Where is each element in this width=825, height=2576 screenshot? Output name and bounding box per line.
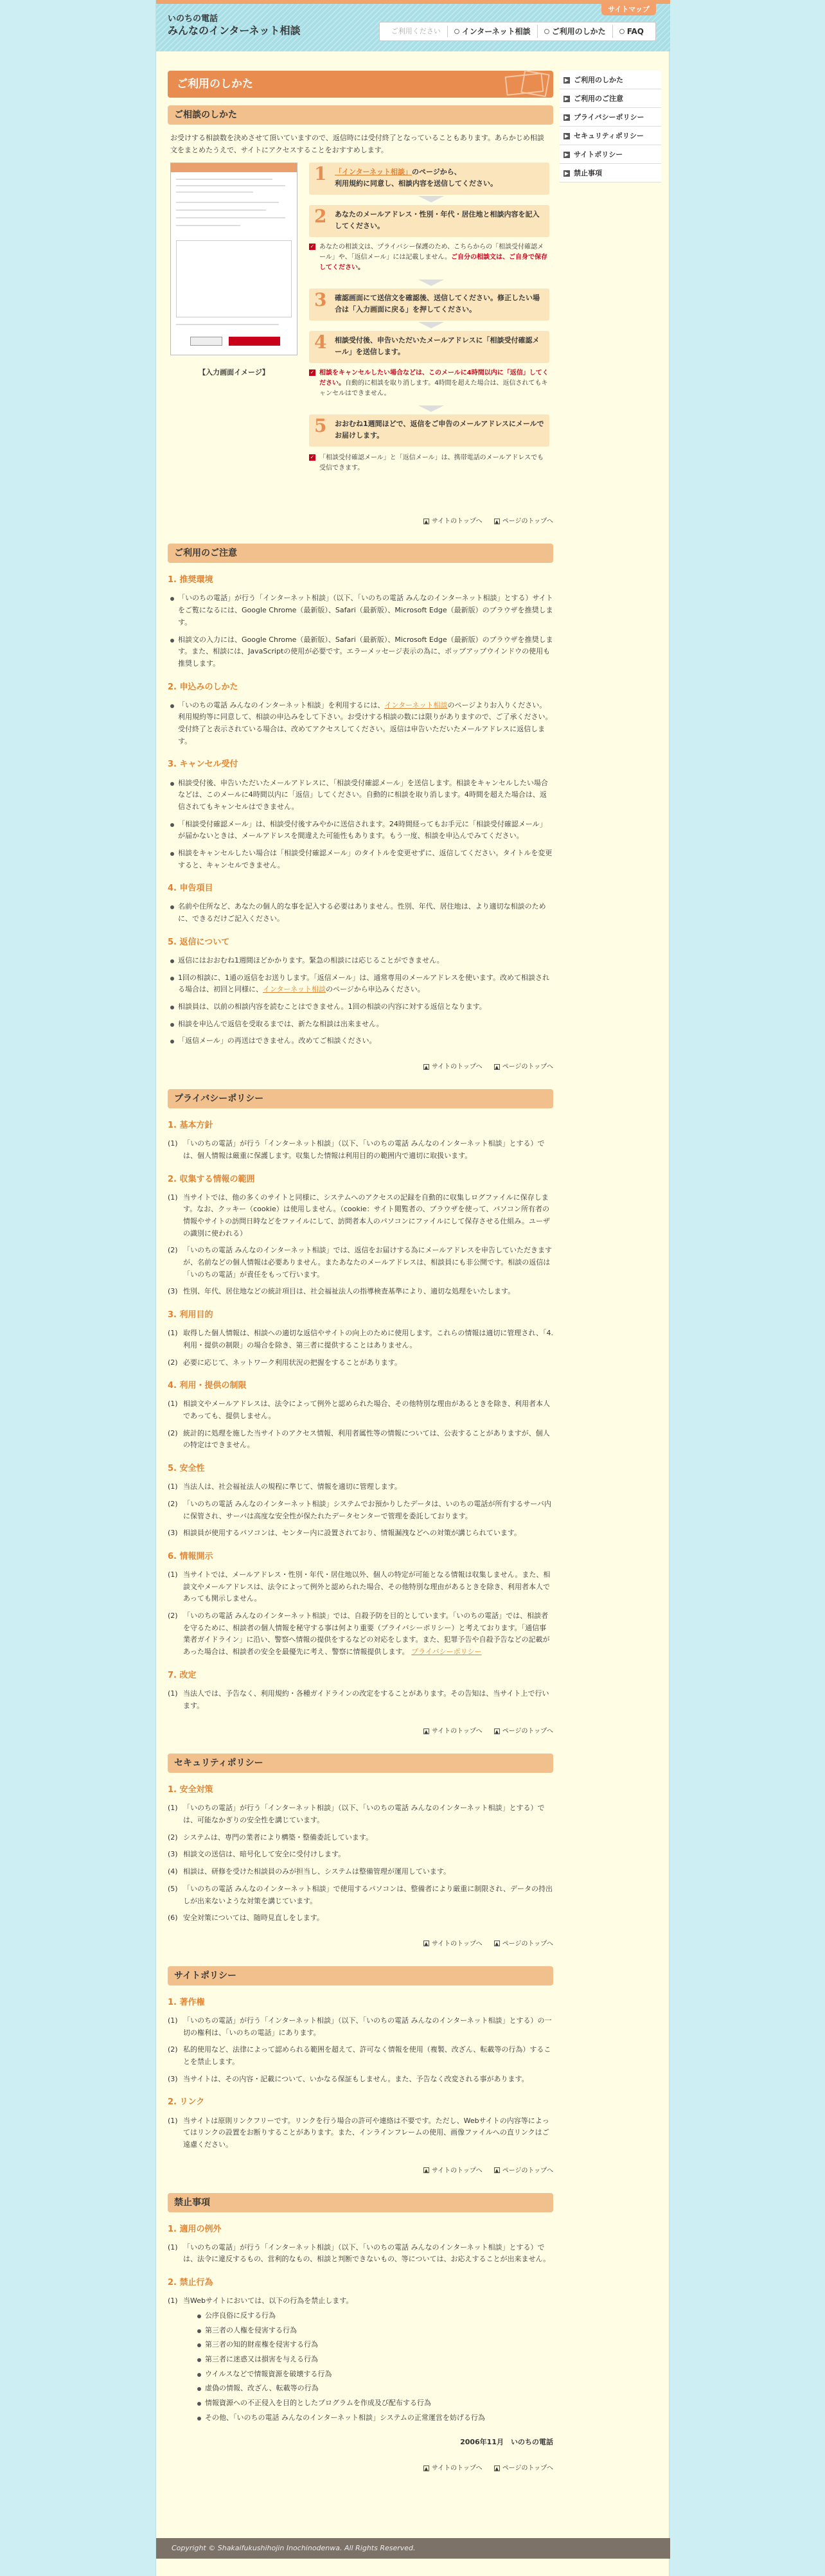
arrow-up-icon: ▲ xyxy=(424,2465,429,2471)
step-1: 1 「インターネット相談」のページから、 利用規約に同意し、相談内容を送信してください。 xyxy=(309,163,549,195)
arrow-up-icon: ▲ xyxy=(424,2168,429,2174)
check-icon: ✓ xyxy=(310,454,315,461)
page-top-link[interactable]: ▲ ページのトップへ xyxy=(495,2167,553,2174)
sidebar-item-notes[interactable]: ▶ ご利用のご注意 xyxy=(560,89,661,108)
arrow-down-icon xyxy=(418,280,444,286)
site-top-link[interactable]: ▲ サイトのトップへ xyxy=(424,2465,483,2473)
internet-consult-link[interactable]: 「インターネット相談」 xyxy=(335,168,412,177)
arrow-right-icon: ▶ xyxy=(564,170,569,176)
site-top-link[interactable]: ▲ サイトのトップへ xyxy=(424,2167,483,2174)
arrow-up-icon: ▲ xyxy=(495,1064,499,1070)
howto-section xyxy=(168,105,553,527)
arrow-up-icon: ▲ xyxy=(424,1064,429,1070)
step-2-note: ✓ あなたの相談文は、プライバシー保護のため、こちらからの「相談受付確認メール」や、「返信メール」には記載しません。ご自分の相談文は、ご自身で保存してください。 xyxy=(310,244,547,272)
signature: 2006年11月 いのちの電話 xyxy=(460,2438,553,2447)
page-top-link[interactable]: ▲ ページのトップへ xyxy=(495,1063,553,1071)
arrow-down-icon xyxy=(418,196,444,202)
arrow-up-icon: ▲ xyxy=(424,519,429,524)
site-logo[interactable] xyxy=(168,14,301,37)
site-top-link[interactable]: ▲ サイトのトップへ xyxy=(424,518,483,526)
site-title-line2: みんなのインターネット相談 xyxy=(168,24,301,37)
step-3: 3 確認画面にて送信文を確認後、送信してください。修正したい場合は「入力画面に戻る」を押してください。 xyxy=(309,289,549,321)
section-heading: プライバシーポリシー xyxy=(168,1089,553,1108)
sidebar-item-prohibited[interactable]: ▶ 禁止事項 xyxy=(560,164,661,182)
section-heading: ご利用のご注意 xyxy=(168,544,553,563)
site-top-link[interactable]: ▲ サイトのトップへ xyxy=(424,1063,483,1071)
page-top-link[interactable]: ▲ ページのトップへ xyxy=(495,518,553,526)
sidebar-item-howto[interactable]: ▶ ご利用のしかた xyxy=(560,71,661,89)
nav-item-use[interactable]: ご利用ください xyxy=(385,26,448,38)
arrow-up-icon: ▲ xyxy=(495,2465,499,2471)
page xyxy=(155,0,670,2576)
input-screen-image xyxy=(170,163,297,355)
check-icon: ✓ xyxy=(310,369,315,376)
page-links xyxy=(168,516,553,527)
page-links xyxy=(168,1726,553,1737)
arrow-right-icon: ▶ xyxy=(564,114,569,120)
howto-intro: お受けする相談数を決めさせて頂いていますので、返信時には受付終了となっていることもあります。あらかじめ相談文をまとめたうえで、サイトにアクセスすることをおすすめします。 xyxy=(170,134,544,154)
arrow-up-icon: ▲ xyxy=(424,1941,429,1947)
site-top-link[interactable]: ▲ サイトのトップへ xyxy=(424,1728,483,1736)
howto-flow xyxy=(168,163,553,502)
step-5-note: ✓ 「相談受付確認メール」と「返信メール」は、携帯電話のメールアドレスでも受信できます。 xyxy=(310,454,544,472)
input-screen-caption: 【入力画面イメージ】 xyxy=(199,368,269,377)
global-nav xyxy=(379,22,656,41)
step-4: 4 相談受付後、申告いただいたメールアドレスに「相談受付確認メール」を送信します。 xyxy=(309,331,549,363)
main-content xyxy=(168,71,553,2491)
site-title-line1: いのちの電話 xyxy=(168,14,218,24)
footer-copyright: Copyright © Shakaifukushihojin Inochinodenwa. All Rights Reserved. xyxy=(156,2538,670,2559)
internet-consult-link[interactable]: インターネット相談 xyxy=(384,700,448,709)
sitemap-tab[interactable]: サイトマップ xyxy=(601,4,656,15)
sidebar-item-sitepolicy[interactable]: ▶ サイトポリシー xyxy=(560,145,661,164)
sitepolicy-section: サイトポリシー 1. 著作権 (1) 「いのちの電話」が行う「インターネット相談」（以下、「いのちの電話 みんなのインターネット相談」とする）の一切の権利は、「いのちの電話」にあります。 (2) 私的使用など、法律によって認められる範囲を超えて、許可なく情報を使用（複製、改ざん、転載等の行為）することを禁止します。 (3) 当サイトは、その内容・記載について、いかなる保証もしません。また、予告なく改変される事があります。 2. リンク (1) 当サイトは原則リンクフリーです。リンクを行う場合の許可や連絡は不要です。ただし、Webサイトの内容等によってはリンクの設置をお断りすることがあります。また、インラインフレームの使用、画像ファイルへの直リンクはご遠慮ください。 ▲ サイトのトップへ ▲ ページのトップへ xyxy=(168,1966,553,2176)
circle-icon xyxy=(544,29,549,34)
section-heading: セキュリティポリシー xyxy=(168,1754,553,1773)
page-links xyxy=(168,1061,553,1072)
arrow-up-icon: ▲ xyxy=(424,1728,429,1734)
nav-item-howto[interactable]: ご利用のしかた xyxy=(538,25,613,38)
arrow-down-icon xyxy=(418,405,444,412)
arrow-right-icon: ▶ xyxy=(564,133,569,139)
arrow-up-icon: ▲ xyxy=(495,2168,499,2174)
check-icon: ✓ xyxy=(310,244,315,250)
paper-icon xyxy=(520,70,550,97)
arrow-up-icon: ▲ xyxy=(495,1728,499,1734)
site-top-link[interactable]: ▲ サイトのトップへ xyxy=(424,1940,483,1948)
prohibited-list: 公序良俗に反する行為 第三者の人権を侵害する行為 第三者の知的財産権を侵害する行為 第三者に迷惑又は損害を与える行為 ウイルスなどで情報資源を破壊する行為 虚偽の情報、改ざん、転載等の行為 情報資源への不正侵入を目的としたプログラムを作成及び配布する行為 その他、「いのちの電話 みんなのインターネット相談」システムの正常運営を妨げる行為 xyxy=(183,2310,553,2424)
circle-icon xyxy=(454,29,459,34)
page-top-link[interactable]: ▲ ページのトップへ xyxy=(495,1728,553,1736)
header xyxy=(156,4,670,51)
sidebar xyxy=(560,71,661,182)
step-5: 5 おおむね1週間ほどで、返信をご申告のメールアドレスにメールでお届けします。 xyxy=(309,414,549,447)
nav-item-internet-consult[interactable]: インターネット相談 xyxy=(448,25,538,38)
arrow-right-icon: ▶ xyxy=(564,77,569,83)
security-section: セキュリティポリシー 1. 安全対策 (1) 「いのちの電話」が行う「インターネット相談」（以下、「いのちの電話 みんなのインターネット相談」とする）では、可能なかぎりの安全性を講じています。 (2) システムは、専門の業者により構築・整備委託しています。 (3) 相談文の送信は、暗号化して安全に受付けします。 (4) 相談は、研修を受けた相談員のみが担当し、システムは整備管理が運用しています。 (5) 「いのちの電話 みんなのインターネット相談」で使用するパソコンは、整備者により厳重に制限され、データの持出しが出来ないような対策を講じています。 (6) 安全対策については、随時見直しをします。 ▲ サイトのトップへ ▲ ページのトップへ xyxy=(168,1754,553,1950)
step-4-note: ✓ 相談をキャンセルしたい場合などは、このメールに4時間以内に「返信」してください。自動的に相談を取り消します。4時間を超えた場合は、返信されてもキャンセルはできません。 xyxy=(310,369,549,398)
section-heading: 禁止事項 xyxy=(168,2193,553,2212)
sidebar-item-security[interactable]: ▶ セキュリティポリシー xyxy=(560,127,661,145)
step-2: 2 あなたのメールアドレス・性別・年代・居住地と相談内容を記入してください。 xyxy=(309,205,549,237)
arrow-down-icon xyxy=(418,322,444,328)
page-top-link[interactable]: ▲ ページのトップへ xyxy=(495,2465,553,2473)
page-top-link[interactable]: ▲ ページのトップへ xyxy=(495,1940,553,1948)
section-heading: サイトポリシー xyxy=(168,1966,553,1985)
page-links xyxy=(168,1939,553,1950)
section-heading: ご相談のしかた xyxy=(168,105,553,125)
page-links xyxy=(168,2463,553,2474)
nav-item-faq[interactable]: FAQ xyxy=(613,25,650,38)
arrow-up-icon: ▲ xyxy=(495,519,499,524)
circle-icon xyxy=(619,29,625,34)
internet-consult-link[interactable]: インターネット相談 xyxy=(263,985,326,994)
notes-section: ご利用のご注意 1. 推奨環境 「いのちの電話」が行う「インターネット相談」（以下、「いのちの電話 みんなのインターネット相談」とする）サイトをご覧になるには、Google Chrome（最新版）、Safari（最新版）、Microsoft Edge（最新版）のブラウザを推奨します。 相談文の入力には、Google Chrome（最新版）、Safari（最新版）、Microsoft Edge（最新版）のブラウザを推奨します。また、相談には、JavaScriptの使用が必要です。エラーメッセージ表示の為に、ポップアップウインドウの使用も推奨します。 2. 申込みのしかた 「いのちの電話 みんなのインターネット相談」を利用するには、インターネット相談のページよりお入りください。利用規約等に同意して、相談の申込みをして下さい。お受けする相談の数には限りがありますので、ご了承ください。受付終了と表示されている場合は、改めてアクセスしてください。返信は申告いただいたメールアドレスに返信します。 3. キャンセル受付 相談受付後、申告いただいたメールアドレスに、「相談受付確認メール」を送信します。相談をキャンセルしたい場合などは、このメールに4時間以内に「返信」してください。自動的に相談を取り消します。4時間を超えた場合は、返信されてもキャンセルはできません。 「相談受付確認メール」は、相談受付後すみやかに送信されます。24時間経ってもお手元に「相談受付確認メール」が届かないときは、メールアドレスを間違えた可能性もあります。もう一度、相談を申込んでみてください。 相談をキャンセルしたい場合は「相談受付確認メール」のタイトルを変更せずに、返信してください。タイトルを変更すると、キャンセルできません。 4. 申告項目 名前や住所など、あなたの個人的な事を記入する必要はありません。性別、年代、居住地は、より適切な相談のために、できるだけご記入ください。 5. 返信について 返信にはおおむね1週間ほどかかります。緊急の相談には応じることができません。 1回の相談に、1通の返信をお送りします。「返信メール」は、通常専用のメールアドレスを使います。改めて相談される場合は、初回と同様に、インターネット相談のページから申込みください。 相談員は、以前の相談内容を読むことはできません。1回の相談の内容に対する返信となります。 相談を申込んで返信を受取るまでは、新たな相談は出来ません。 「返信メール」の再送はできません。改めてご相談ください。 ▲ サイトのトップへ ▲ ページのトップへ xyxy=(168,544,553,1072)
arrow-right-icon: ▶ xyxy=(564,152,569,157)
privacy-policy-link[interactable]: プライバシーポリシー xyxy=(411,1648,482,1657)
prohibited-section: 禁止事項 1. 適用の例外 (1) 「いのちの電話」が行う「インターネット相談」（以下、「いのちの電話 みんなのインターネット相談」とする）では、法令に違反するもの、営利的なもの、相談と判断できないもの、等については、お応えすることが出来ません。 2. 禁止行為 (1) 当Webサイトにおいては、以下の行為を禁止します。 公序良俗に反する行為 第三者の人権を侵害する行為 第三者の知的財産権を侵害する行為 第三者に迷惑又は損害を与える行為 ウイルスなどで情報資源を破壊する行為 虚偽の情報、改ざん、転載等の行為 情報資源への不正侵入を目的としたプログラムを作成及び配布する行為 その他、「いのちの電話 みんなのインターネット相談」システムの正常運営を妨げる行為 2006年11月 いのちの電話 ▲ サイトのトップへ ▲ ページのトップへ xyxy=(168,2193,553,2474)
arrow-up-icon: ▲ xyxy=(495,1941,499,1947)
arrow-right-icon: ▶ xyxy=(564,96,569,102)
privacy-section: プライバシーポリシー 1. 基本方針 (1) 「いのちの電話」が行う「インターネット相談」（以下、「いのちの電話 みんなのインターネット相談」とする）では、個人情報は厳重に保護します。収集した情報は利用目的の範囲内で適切に取扱います。 2. 収集する情報の範囲 (1) 当サイトでは、他の多くのサイトと同様に、システムへのアクセスの記録を自動的に収集しログファイルに保存します。なお、クッキー（cookie）は使用しません。（cookie：サイト閲覧者の、ブラウザを使って、パソコン所有者の情報やサイトの訪問日時などをファイルにして、訪問者本人のパソコンにファイルにして保存させる仕組み。ユーザの識別に使われる） (2) 「いのちの電話 みんなのインターネット相談」では、返信をお届けする為にメールアドレスを申告していただきますが、名前などの個人情報は必要ありません。またあなたのメールアドレスは、相談員にも非公開です。相談の返信は「いのちの電話」が責任をもって行います。 (3) 性別、年代、居住地などの統計項目は、社会福祉法人の指導検査基準により、適切な処理をいたします。 3. 利用目的 (1) 取得した個人情報は、相談への適切な返信やサイトの向上のために使用します。これらの情報は適切に管理され、「4. 利用・提供の制限」の場合を除き、第三者に提供することはありません。 (2) 必要に応じて、ネットワーク利用状況の把握をすることがあります。 4. 利用・提供の制限 (1) 相談文やメールアドレスは、法令によって例外と認められた場合、その他特別な理由があるときを除き、利用者本人であっても、提供しません。 (2) 統計的に処理を施した当サイトのアクセス情報、利用者属性等の情報については、公表することがありますが、個人の特定はできません。 5. 安全性 (1) 当法人は、社会福祉法人の規程に準じて、情報を適切に管理します。 (2) 「いのちの電話 みんなのインターネット相談」システムでお預かりしたデータは、いのちの電話が所有するサーバ内に保管され、サーバは高度な安全性が保たれたデータセンターで管理を委託しております。 (3) 相談員が使用するパソコンは、センター内に設置されており、情報漏洩などへの対策が講じられています。 6. 情報開示 (1) 当サイトでは、メールアドレス・性別・年代・居住地以外、個人の特定が可能となる情報は収集しません。また、相談文やメールアドレスは、法令によって例外と認められた場合、その他特別な理由があるときを除き、利用者本人であっても開示しません。 (2) 「いのちの電話 みんなのインターネット相談」では、自殺予防を目的としています。「いのちの電話」では、相談者を守るために、相談者の個人情報を秘守する事は何より重要（プライバシーポリシー）と考えております。「通信事業者ガイドライン」に沿い、警察へ情報の提供をするなどの対応をします。また、犯罪予告や自殺予告などの記載があった場合は、相談者の安全を最優先に考え、警察に情報提供します。 プライバシーポリシー 7. 改定 (1) 当法人では、予告なく、利用規約・各種ガイドラインの改定をすることがあります。その告知は、当サイト上で行います。 ▲ サイトのトップへ ▲ ページのトップへ xyxy=(168,1089,553,1737)
page-links xyxy=(168,2165,553,2176)
sidebar-item-privacy[interactable]: ▶ プライバシーポリシー xyxy=(560,108,661,127)
page-title: ご利用のしかた xyxy=(168,71,553,98)
